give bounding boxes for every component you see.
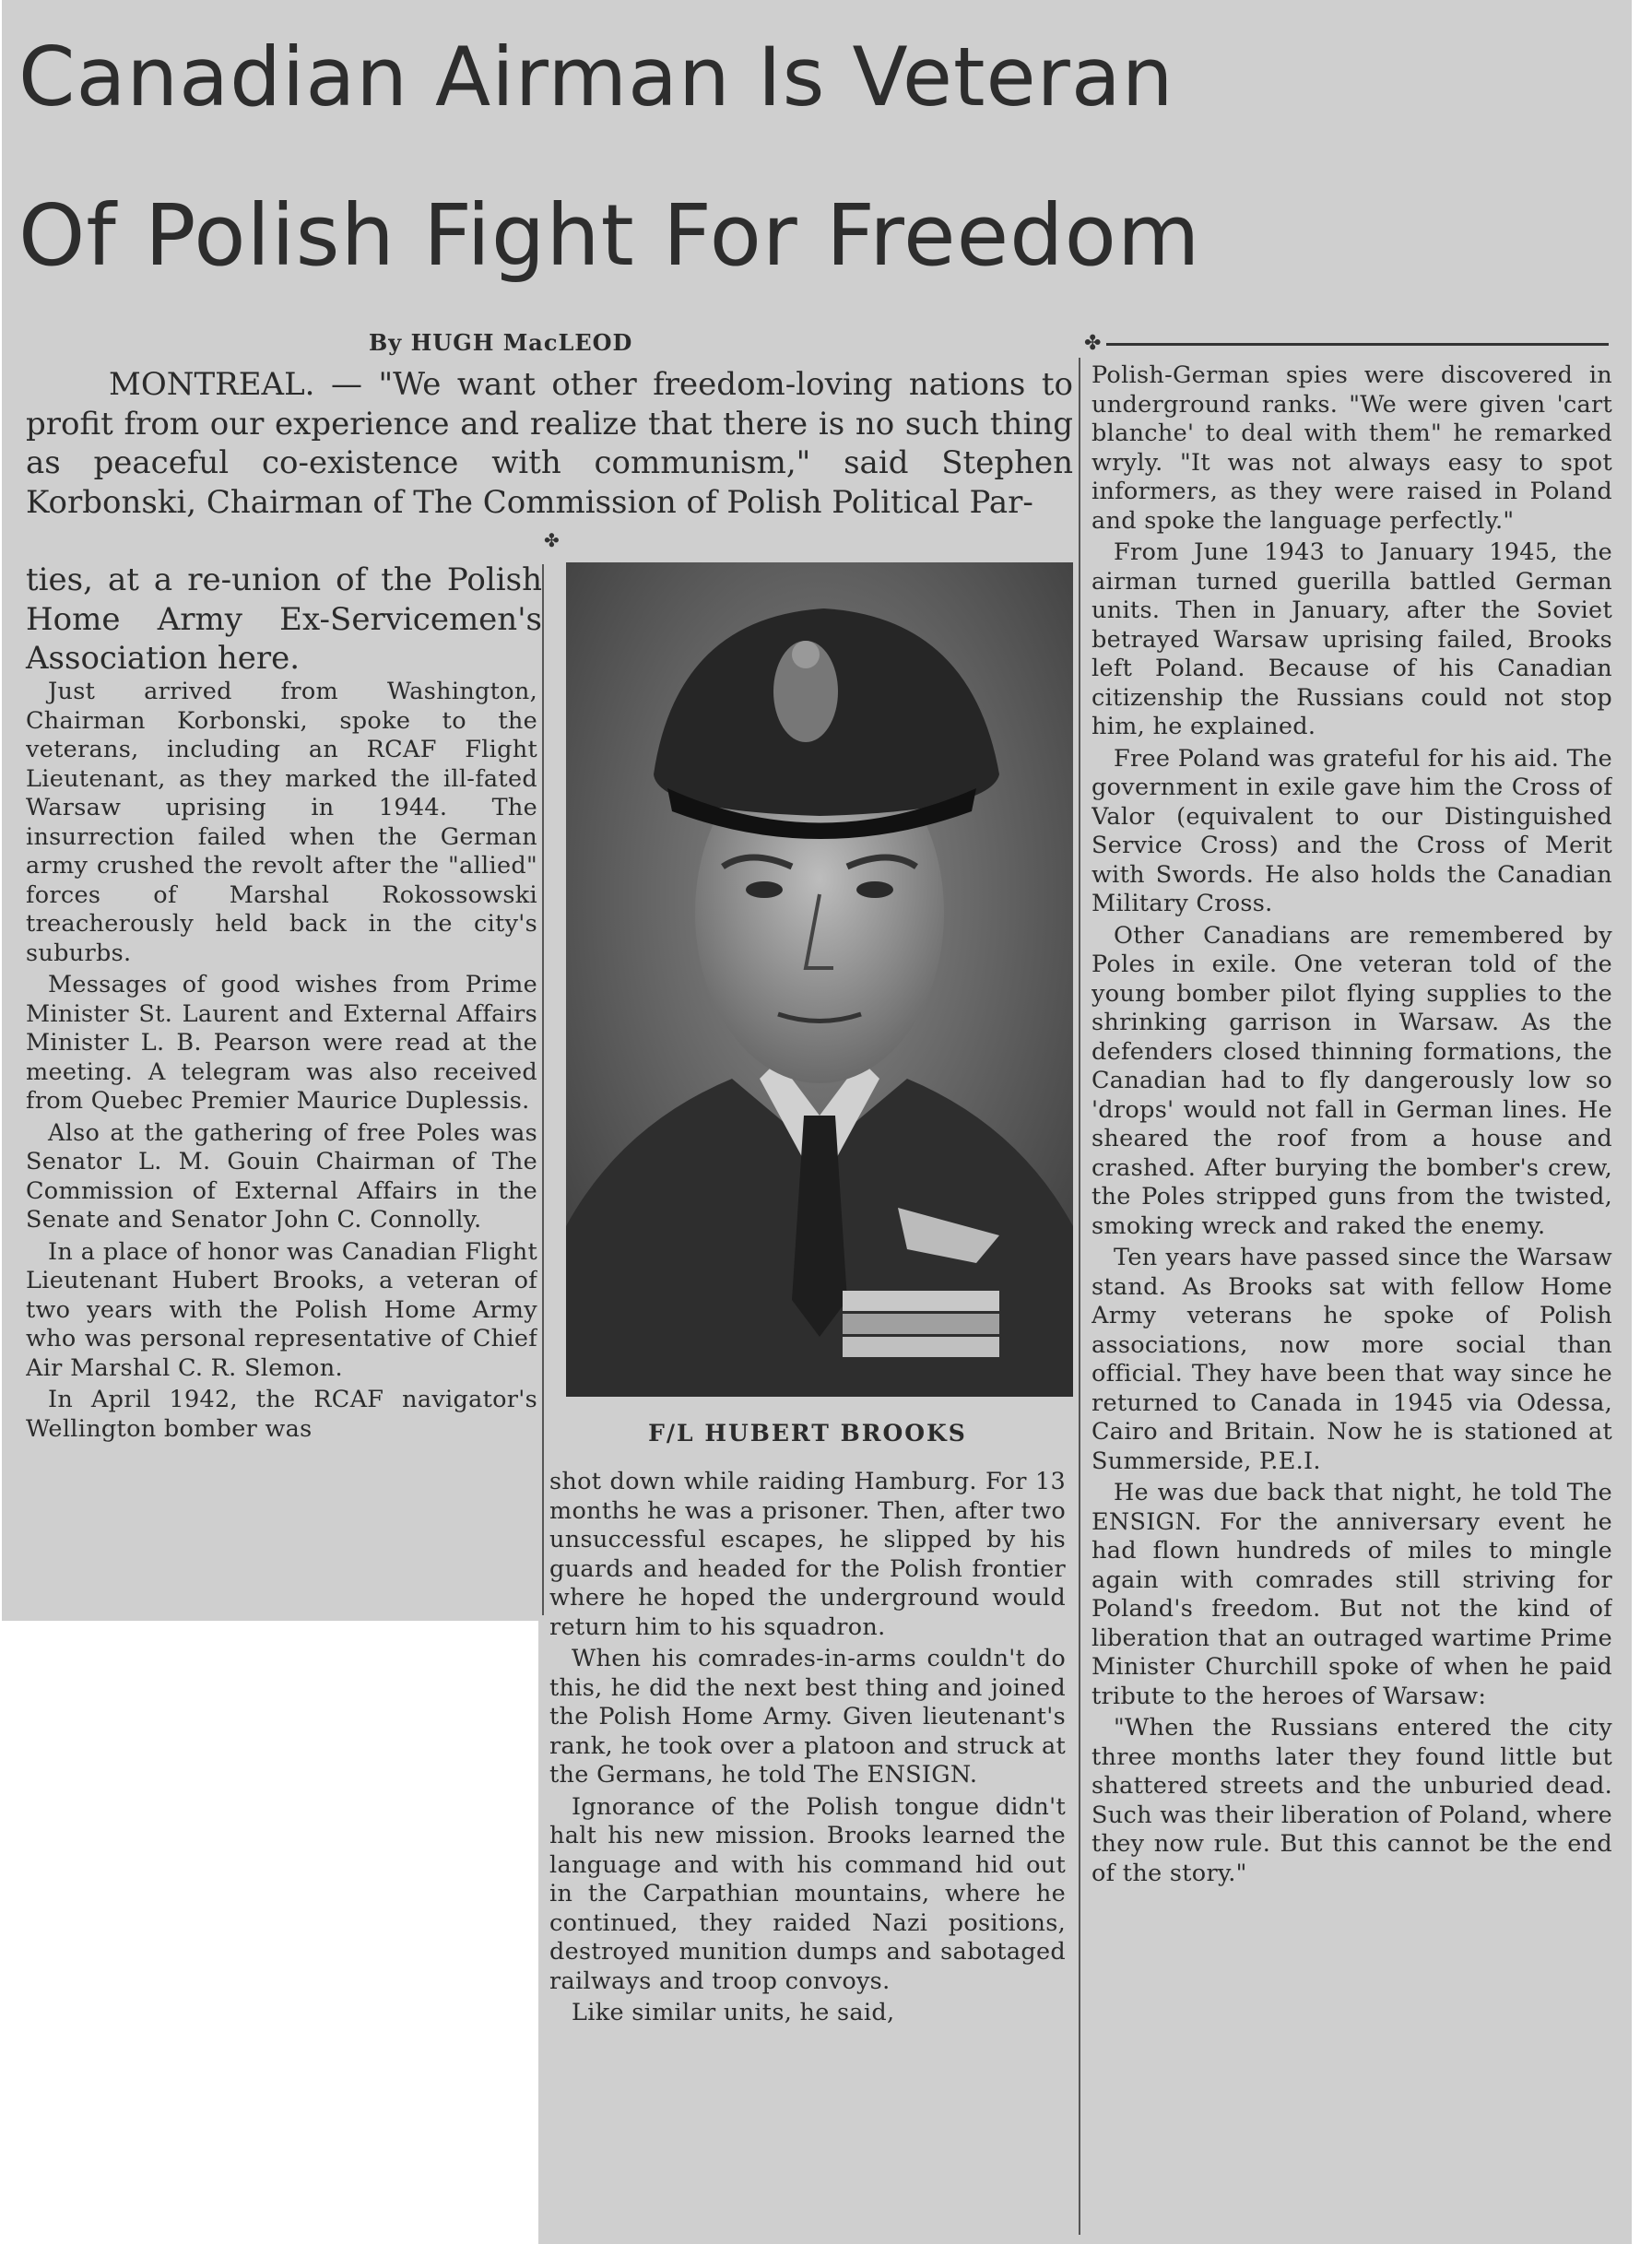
headline-line-2: Of Polish Fight For Freedom [18, 186, 1201, 285]
column-3 [1092, 361, 1612, 2233]
ornament-icon: ✤ [544, 529, 560, 551]
paragraph: In April 1942, the RCAF navigator's Wellington bomber was [26, 1386, 537, 1443]
paragraph: Free Poland was grateful for his aid. The government in exile gave him the Cross of Valor (equivalent to our Distinguished Service Cross) and the Cross of Merit with Swords. He also holds the Canadian Military Cross. [1092, 744, 1612, 917]
ornament-icon: ✤ [1084, 332, 1102, 355]
paragraph: Polish-German spies were discovered in underground ranks. "We were given 'cart blanche' to deal with them" he remarked wryly. "It was not always easy to spot informers, as they were raised in Poland and spoke the language perfectly." [1092, 361, 1612, 535]
photo-caption: F/L HUBERT BROOKS [648, 1420, 967, 1447]
column-divider [542, 564, 544, 1615]
lead-paragraph-narrow: ties, at a re-union of the Polish Home Army Ex-Servicemen's Association here. [26, 561, 542, 677]
paragraph: When his comrades-in-arms couldn't do this, he did the next best thing and joined the Polish Home Army. Given lieutenant's rank, he took over a platoon and struck at the Germans, he told The ENSIGN. [549, 1645, 1066, 1789]
paragraph: He was due back that night, he told The ENSIGN. For the anniversary event he had flown hundreds of miles to mingle again with comrades still striving for Poland's freedom. But not the kind of liberation that an outraged wartime Prime Minister Churchill spoke of when he paid tribute to the heroes of Warsaw: [1092, 1479, 1612, 1710]
column-1 [26, 678, 537, 1609]
paragraph: Messages of good wishes from Prime Minister St. Laurent and External Affairs Minister L. B. Pearson were read at the meeting. A telegram was also received from Quebec Premier Maurice Duplessis. [26, 971, 537, 1115]
headline-line-1: Canadian Airman Is Veteran [18, 30, 1174, 124]
paragraph: From June 1943 to January 1945, the airman turned guerilla battled German units. Then in January, after the Soviet betrayed Warsaw uprising failed, Brooks left Poland. Because of his Canadian citizenship the Russians could not stop him, he explained. [1092, 538, 1612, 740]
portrait-illustration [566, 562, 1073, 1397]
paragraph: Other Canadians are remembered by Poles in exile. One veteran told of the young bomber pilot flying supplies to the shrinking garrison in Warsaw. As the defenders closed thinning formations, the Canadian had to fly dangerously low so 'drops' would not fall in German lines. He sheared the roof from a house and crashed. After burying the bomber's crew, the Poles stripped guns from the twisted, smoking wreck and raked the enemy. [1092, 921, 1612, 1240]
paragraph: shot down while raiding Hamburg. For 13 months he was a prisoner. Then, after two unsuccessful escapes, he slipped by his guards and headed for the Polish frontier where he hoped the underground would return him to his squadron. [549, 1468, 1066, 1641]
column-2 [549, 1468, 1066, 2233]
paragraph: Ten years have passed since the Warsaw stand. As Brooks sat with fellow Home Army veterans he spoke of Polish associations, now more social than official. They have been that way since he returned to Canada in 1945 via Odessa, Cairo and Britain. Now he is stationed at Summerside, P.E.I. [1092, 1244, 1612, 1475]
column-rule [1106, 343, 1609, 346]
paragraph: Just arrived from Washington, Chairman Korbonski, spoke to the veterans, including an RCAF Flight Lieutenant, as they marked the ill-fated Warsaw uprising in 1944. The insurrection failed when the German army crushed the revolt after the "allied" forces of Marshal Rokossowski treacherously held back in the city's suburbs. [26, 678, 537, 967]
paragraph: Ignorance of the Polish tongue didn't halt his new mission. Brooks learned the language and with his command hid out in the Carpathian mountains, where he continued, they raided Nazi positions, destroyed munition dumps and sabotaged railways and troop convoys. [549, 1792, 1066, 1995]
paragraph: "When the Russians entered the city three months later they found little but shattered streets and the unburied dead. Such was their liberation of Poland, where they now rule. But this cannot be the end of the story." [1092, 1714, 1612, 1887]
portrait-photo [566, 562, 1073, 1397]
lead-paragraph-wide: MONTREAL. — "We want other freedom-loving nations to profit from our experience and realize that there is no such thing as peaceful co-existence with communism," said Stephen Korbonski, Chairman of The Commission of Polish Political Par- [26, 366, 1073, 521]
paragraph: Like similar units, he said, [572, 1999, 895, 2026]
byline: By HUGH MacLEOD [369, 329, 633, 356]
paragraph: Also at the gathering of free Poles was Senator L. M. Gouin Chairman of The Commission of External Affairs in the Senate and Senator John C. Connolly. [26, 1118, 537, 1234]
paragraph: In a place of honor was Canadian Flight Lieutenant Hubert Brooks, a veteran of two years with the Polish Home Army who was personal representative of Chief Air Marshal C. R. Slemon. [26, 1237, 537, 1382]
column-divider [1079, 358, 1080, 2235]
